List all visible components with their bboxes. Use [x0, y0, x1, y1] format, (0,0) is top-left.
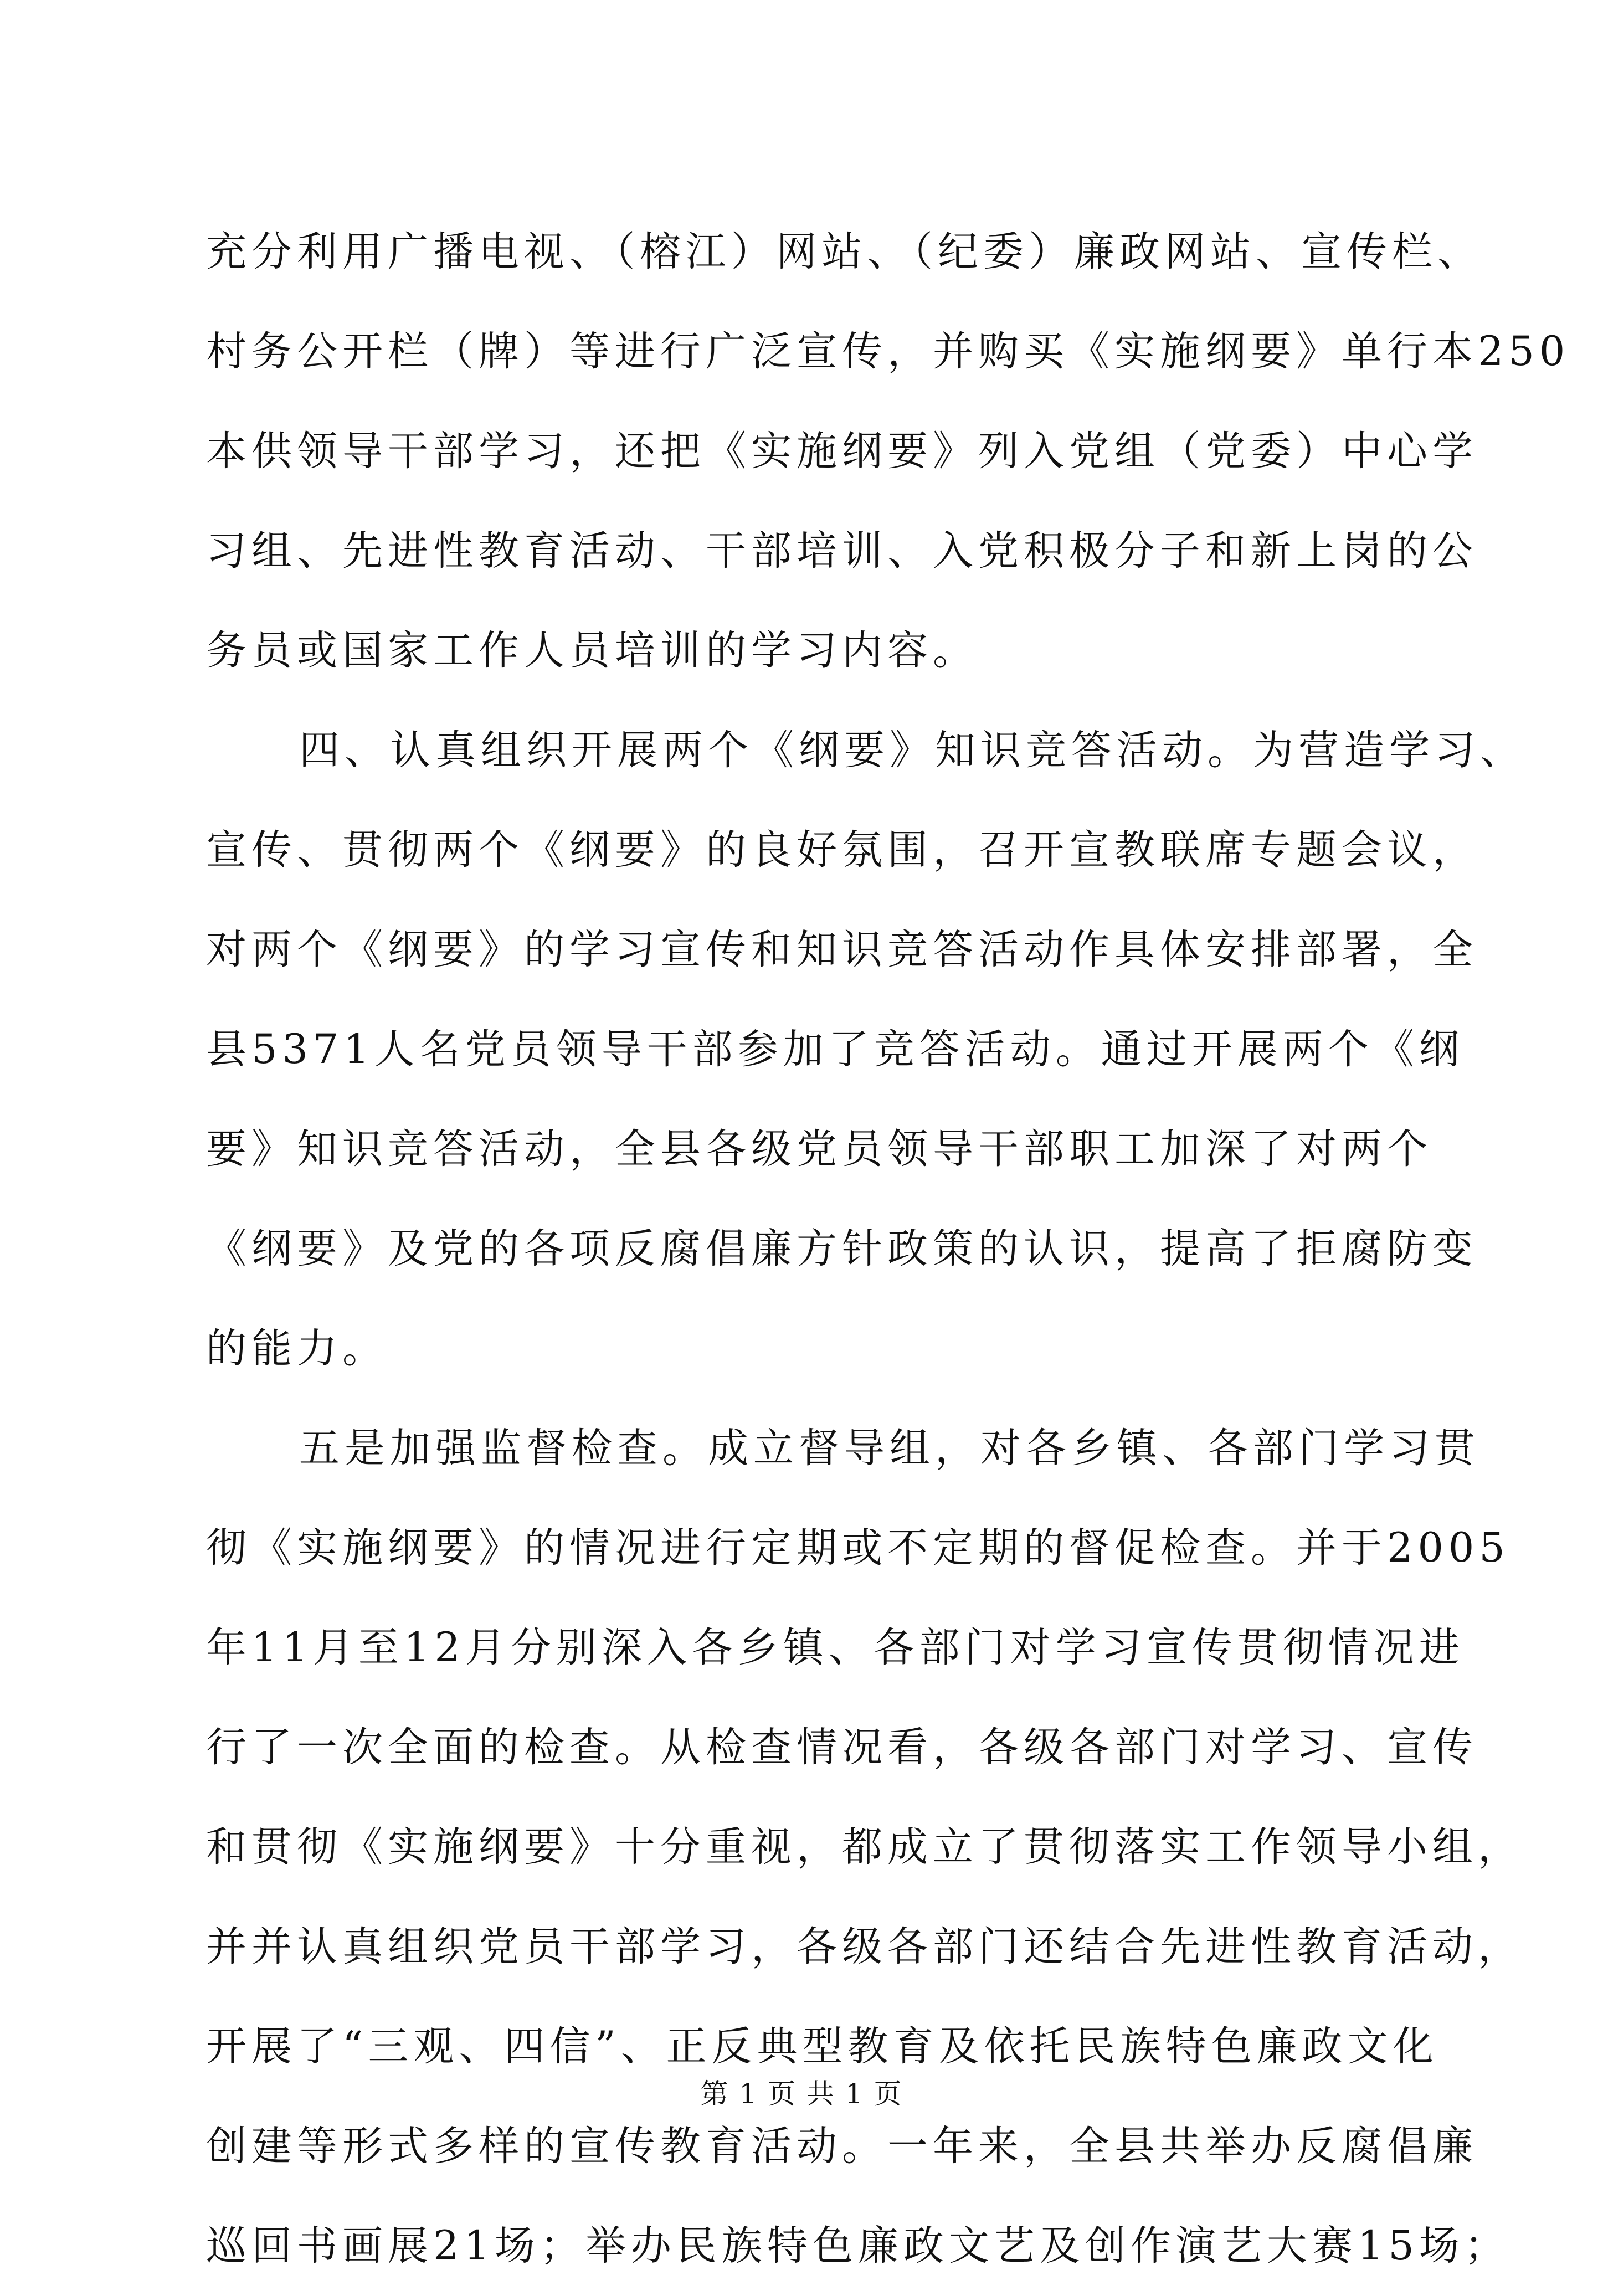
body-text-line: 务员或国家工作人员培训的学习内容。 [206, 627, 978, 674]
body-text-line: 《纲要》及党的各项反腐倡廉方针政策的认识，提高了拒腐防变 [206, 1225, 1478, 1272]
paragraph-heading-line: 四、认真组织开展两个《纲要》知识竞答活动。为营造学习、 [299, 727, 1525, 774]
body-text-line: 习组、先进性教育活动、干部培训、入党积极分子和新上岗的公 [206, 527, 1478, 574]
paragraph-heading-line: 五是加强监督检查。成立督导组，对各乡镇、各部门学习贯 [299, 1425, 1480, 1472]
body-text-line: 和贯彻《实施纲要》十分重视，都成立了贯彻落实工作领导小组， [206, 1824, 1523, 1871]
body-text-line: 并并认真组织党员干部学习，各级各部门还结合先进性教育活动， [206, 1923, 1523, 1970]
body-text-line: 县5371人名党员领导干部参加了竞答活动。通过开展两个《纲 [206, 1026, 1465, 1073]
page-number-footer: 第 1 页 共 1 页 [700, 2078, 903, 2110]
body-text-line: 充分利用广播电视、（榕江）网站、（纪委）廉政网站、宣传栏、 [206, 228, 1483, 275]
body-text-line: 开展了“三观、四信”、正反典型教育及依托民族特色廉政文化 [206, 2023, 1438, 2070]
body-text-line: 要》知识竞答活动，全县各级党员领导干部职工加深了对两个 [206, 1126, 1432, 1173]
body-text-line: 宣传、贯彻两个《纲要》的良好氛围，召开宣教联席专题会议， [206, 826, 1478, 874]
body-text-line: 创建等形式多样的宣传教育活动。一年来，全县共举办反腐倡廉 [206, 2123, 1478, 2170]
body-text-line: 彻《实施纲要》的情况进行定期或不定期的督促检查。并于2005 [206, 1524, 1510, 1571]
body-text-line: 村务公开栏（牌）等进行广泛宣传，并购买《实施纲要》单行本250 [206, 328, 1570, 375]
body-text-line: 巡回书画展21场；举办民族特色廉政文艺及创作演艺大赛15场； [206, 2222, 1510, 2269]
body-text-line: 对两个《纲要》的学习宣传和知识竞答活动作具体安排部署，全 [206, 926, 1478, 973]
body-text-line: 本供领导干部学习，还把《实施纲要》列入党组（党委）中心学 [206, 428, 1478, 475]
body-text-line: 年11月至12月分别深入各乡镇、各部门对学习宣传贯彻情况进 [206, 1624, 1465, 1671]
body-text-line: 的能力。 [206, 1325, 388, 1372]
body-text-line: 行了一次全面的检查。从检查情况看，各级各部门对学习、宣传 [206, 1724, 1478, 1771]
